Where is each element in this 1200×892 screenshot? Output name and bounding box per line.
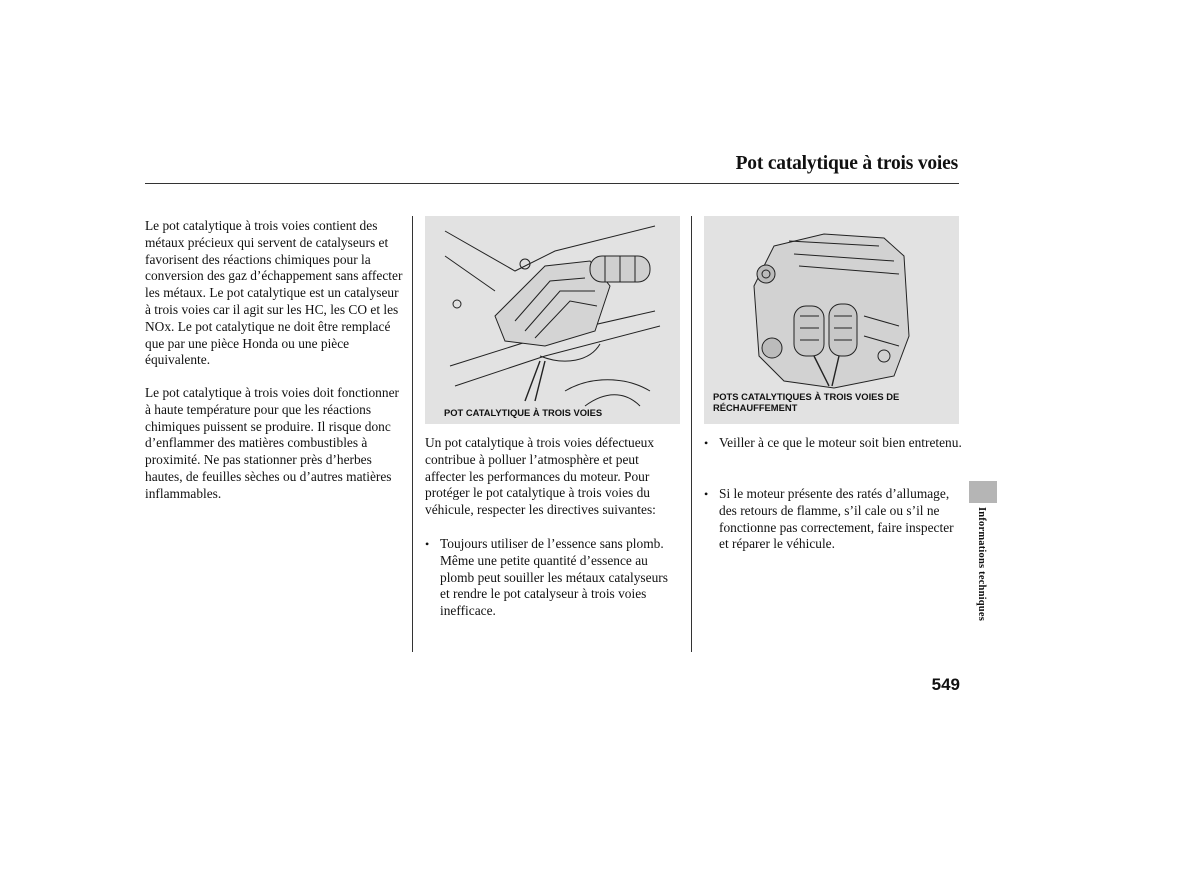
- bullet-text: Si le moteur présente des ratés d’allumage, des retours de flamme, s’il cale ou s’il ne fonctionne pas correctement, faire inspecter et réparer le véhicule.: [719, 486, 954, 552]
- page-title: Pot catalytique à trois voies: [735, 153, 958, 174]
- section-tab-marker: [969, 481, 997, 503]
- bullet-text: Veiller à ce que le moteur soit bien entretenu.: [719, 435, 962, 450]
- engine-converters-illustration: [704, 216, 959, 424]
- column2-intro: Un pot catalytique à trois voies défectueux contribue à polluer l’atmosphère et peut affecter les performances du moteur. Pour protéger le pot catalytique à trois voies du véhicule, respecter les directives suivantes:: [425, 435, 656, 518]
- bullet-symbol: •: [425, 537, 430, 551]
- bullet-symbol: •: [704, 487, 709, 501]
- page-number: 549: [931, 675, 960, 694]
- title-rule: [145, 183, 959, 184]
- bullet-text: Toujours utiliser de l’essence sans plomb. Même une petite quantité d’essence au plomb peut souiller les métaux catalyseurs et rendre le pot catalyseur à trois voies inefficace.: [440, 536, 668, 619]
- figure1-caption: POT CATALYTIQUE À TROIS VOIES: [444, 407, 603, 418]
- column-divider: [691, 216, 692, 652]
- bullet-item: [425, 536, 680, 620]
- bullet-item: [704, 435, 962, 452]
- column1-paragraph2: Le pot catalytique à trois voies doit fonctionner à haute température pour que les réactions chimiques puissent se produire. Il risque donc d’enflammer des matières combustibles à proximité. Ne pas stationner près d’herbes hautes, de feuilles sèches ou d’autres matières inflammables.: [145, 385, 399, 501]
- bullet-item: [704, 486, 962, 553]
- bullet-symbol: •: [704, 436, 709, 450]
- column-divider: [412, 216, 413, 652]
- catalytic-converter-drawing: [425, 216, 680, 424]
- catalytic-converter-illustration: [425, 216, 680, 424]
- column1-paragraph1: Le pot catalytique à trois voies contient des métaux précieux qui servent de catalyseurs et favorisent des réactions chimiques pour la conversion des gaz d’échappement sans affecter les métaux. Le pot catalytique est un catalyseur à trois voies car il agit sur les HC, les CO et les NOx. Le pot catalytique ne doit être remplacé que par une pièce Honda ou une pièce équivalente.: [145, 218, 403, 368]
- section-tab-label: Informations techniques: [976, 507, 987, 621]
- figure2-caption: POTS CATALYTIQUES À TROIS VOIES DE RÉCHAUFFEMENT: [713, 391, 900, 413]
